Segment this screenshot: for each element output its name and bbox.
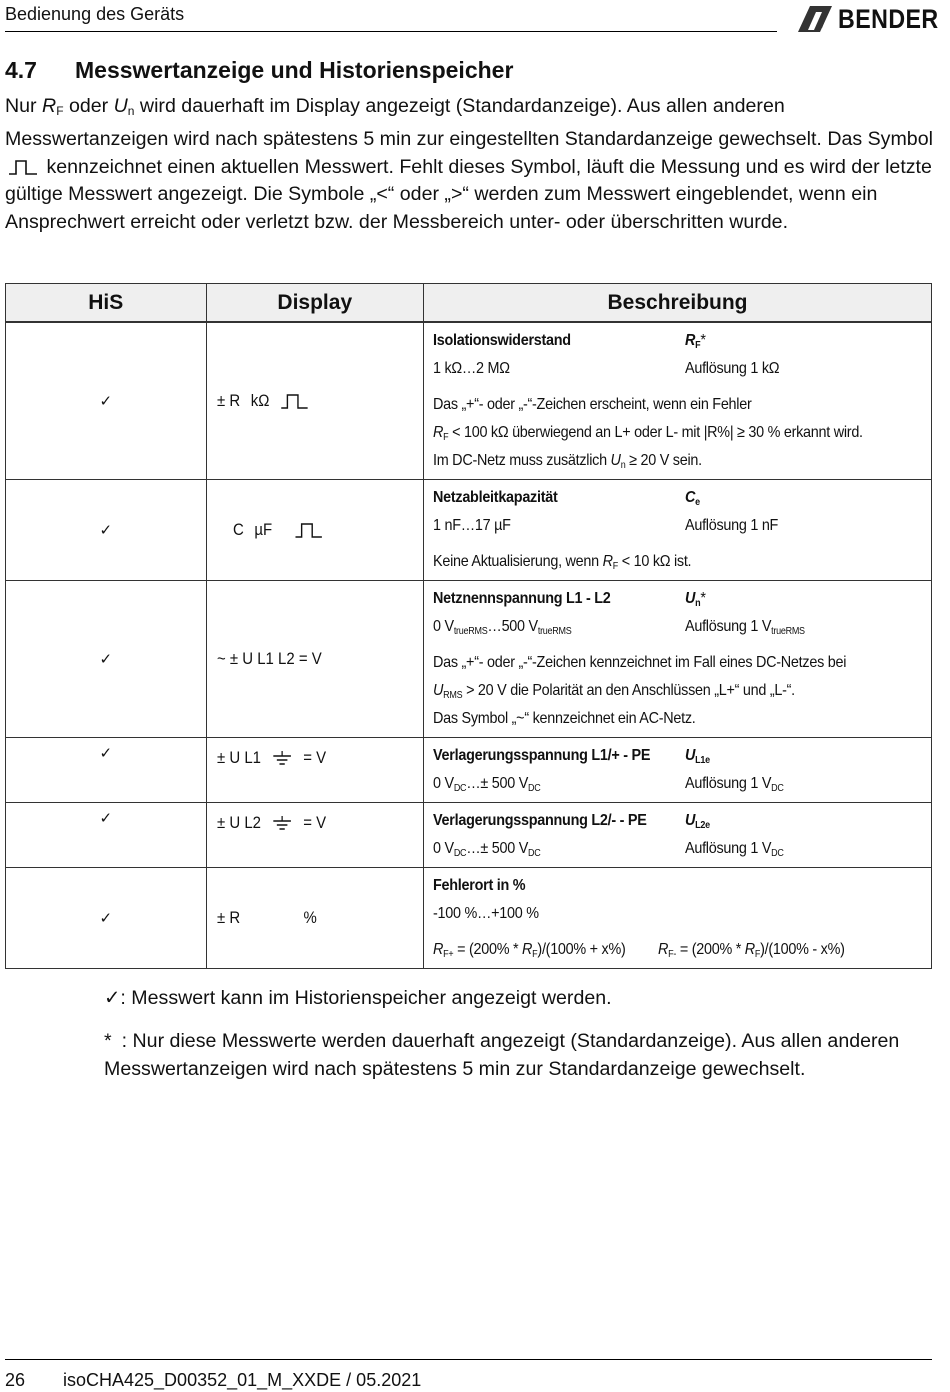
history-check: ✓	[6, 322, 207, 480]
range-subscript: DC	[453, 782, 467, 794]
bender-logo	[796, 3, 950, 35]
measurement-symbol: C	[685, 488, 696, 506]
rf-symbol: R	[42, 95, 57, 117]
standard-star: *	[700, 331, 706, 349]
display-cell	[206, 868, 423, 969]
display-text: ± U L2	[216, 813, 261, 832]
display-unit: µF	[253, 520, 272, 539]
intro-text: oder	[63, 95, 114, 117]
footer-divider	[5, 1359, 932, 1360]
display-cell	[206, 322, 423, 480]
description-text: U	[610, 452, 621, 469]
check-icon: ✓	[104, 987, 121, 1009]
display-text: C	[232, 520, 244, 539]
measurement-range: 1 nF…17 µF	[433, 517, 511, 534]
measurement-title: Verlagerungsspannung L1/+ - PE	[433, 747, 651, 764]
description-cell	[424, 480, 932, 581]
display-unit: %	[303, 908, 317, 927]
section-heading	[5, 57, 513, 84]
resolution-subscript: trueRMS	[771, 625, 805, 637]
display-text: ± U L1	[216, 748, 261, 767]
display-unit: = V	[302, 813, 326, 832]
table-row	[6, 738, 932, 803]
symbol-subscript: F	[695, 339, 701, 351]
header-divider	[5, 31, 777, 32]
section-number: 4.7	[5, 57, 37, 83]
formula-subscript: F+	[443, 948, 454, 960]
formula-text: = (200% *	[676, 940, 745, 958]
description-text: > 20 V die Polarität an den Anschlüssen „L+“ und „L-“.	[462, 682, 795, 699]
range-subscript: DC	[453, 847, 467, 859]
measurement-range: …500 V	[487, 617, 538, 635]
measurement-resolution: Auflösung 1 kΩ	[685, 360, 780, 377]
description-text: U	[433, 682, 444, 699]
symbol-subscript: L1e	[695, 754, 710, 766]
description-subscript: n	[620, 460, 626, 471]
description-cell	[424, 868, 932, 969]
un-subscript: n	[127, 104, 135, 118]
display-cell	[206, 803, 423, 868]
measurement-symbol: R	[685, 331, 696, 349]
description-text: < 100 kΩ überwiegend an L+ oder L- mit |R%| ≥ 30 % erkannt wird.	[448, 424, 863, 441]
measurement-range: -100 %…+100 %	[433, 905, 539, 922]
measurement-range: 0 V	[433, 774, 454, 792]
display-cell	[206, 480, 423, 581]
history-check: ✓	[6, 480, 207, 581]
page-number: 26	[5, 1370, 26, 1390]
measurement-resolution: Auflösung 1 V	[685, 774, 772, 792]
description-text: R	[433, 424, 444, 441]
formula-text: )/(100% + x%)	[537, 940, 626, 958]
measurement-title: Verlagerungsspannung L2/- - PE	[433, 812, 647, 829]
measurement-symbol: U	[685, 589, 696, 607]
intro-text: wird dauerhaft im Display angezeigt (Standardanzeige). Aus allen anderen Messwertanzeigen wird nach spätestens 5 min zur eingestellten Standardanzeige gewechselt. Das Symbol	[5, 95, 933, 150]
table-row	[6, 581, 932, 738]
formula-subscript: F	[754, 948, 761, 960]
description-cell	[424, 322, 932, 480]
table-row	[6, 322, 932, 480]
history-check: ✓	[6, 581, 207, 738]
un-symbol: U	[113, 95, 128, 117]
description-cell	[424, 581, 932, 738]
measurement-title: Netzableitkapazität	[433, 489, 558, 506]
measurement-symbol: U	[685, 811, 696, 829]
history-check: ✓	[6, 738, 207, 803]
resolution-subscript: DC	[771, 847, 784, 859]
intro-text: Nur	[5, 95, 43, 117]
range-subscript: DC	[528, 782, 541, 794]
description-text: R	[602, 553, 613, 570]
table-row	[6, 480, 932, 581]
range-subscript: DC	[528, 847, 541, 859]
measurement-range: 0 V	[433, 839, 454, 857]
display-unit: = V	[302, 748, 326, 767]
description-text: Im DC-Netz muss zusätzlich	[433, 452, 611, 469]
formula-text: R	[433, 940, 444, 958]
description-subscript: F	[443, 432, 449, 443]
range-subscript: trueRMS	[537, 625, 572, 637]
display-text: ± R	[216, 908, 240, 927]
rf-subscript: F	[56, 104, 64, 118]
description-subscript: RMS	[443, 690, 463, 701]
measurement-title: Netznennspannung L1 - L2	[433, 590, 611, 607]
table-row	[6, 868, 932, 969]
symbol-subscript: L2e	[695, 819, 710, 831]
document-id: isoCHA425_D00352_01_M_XXDE / 05.2021	[63, 1370, 422, 1390]
legend-star	[104, 1028, 904, 1084]
display-text: ± R	[216, 391, 240, 410]
resolution-subscript: DC	[771, 782, 784, 794]
description-text: Das Symbol „~“ kennzeichnet ein AC-Netz.	[433, 710, 696, 727]
formula-text: )/(100% - x%)	[760, 940, 845, 958]
display-cell	[206, 738, 423, 803]
symbol-subscript: n	[695, 597, 701, 609]
header-display: Display	[206, 284, 423, 323]
measurement-resolution: Auflösung 1 V	[685, 839, 772, 857]
measurement-range: …± 500 V	[466, 839, 529, 857]
bender-logo-icon	[796, 4, 834, 34]
intro-paragraph	[5, 93, 935, 237]
ground-icon	[271, 751, 292, 765]
measurement-pulse-icon	[280, 393, 308, 409]
description-text: Das „+“- oder „-“-Zeichen kennzeichnet im Fall eines DC-Netzes bei	[433, 654, 847, 671]
measurement-symbol: U	[685, 746, 696, 764]
description-subscript: F	[612, 561, 619, 572]
formula-text: R	[522, 940, 533, 958]
symbol-subscript: e	[695, 496, 700, 508]
measurement-range: 0 V	[433, 617, 454, 635]
intro-text: kennzeichnet einen aktuellen Messwert. Fehlt dieses Symbol, läuft die Messung und es wird der letzte gültige Messwert angezeigt. Die Symbole „<“ oder „>“ werden zum Messwert eingeblendet, wenn ein Ansprechwert erreicht oder verletzt bzw. der Messbereich unter- oder überschritten wurde.	[5, 155, 932, 234]
ground-icon	[271, 816, 292, 830]
history-check: ✓	[6, 868, 207, 969]
chapter-title: Bedienung des Geräts	[5, 4, 185, 24]
description-text: ≥ 20 V sein.	[625, 452, 702, 469]
measurement-resolution: Auflösung 1 V	[685, 617, 772, 635]
star-symbol: *	[104, 1030, 112, 1052]
formula-text: = (200% *	[453, 940, 523, 958]
measurement-range: …± 500 V	[466, 774, 529, 792]
measurement-range: 1 kΩ…2 MΩ	[433, 360, 510, 377]
header-description: Beschreibung	[424, 284, 932, 323]
range-subscript: trueRMS	[453, 625, 488, 637]
description-text: Das „+“- oder „-“-Zeichen erscheint, wenn ein Fehler	[433, 396, 752, 413]
table-header-row	[6, 284, 932, 323]
legend-text: : Messwert kann im Historienspeicher angezeigt werden.	[120, 987, 612, 1009]
history-check: ✓	[6, 803, 207, 868]
header-his: HiS	[6, 284, 207, 323]
measurement-title: Fehlerort in %	[433, 877, 526, 894]
description-cell	[424, 738, 932, 803]
measurement-table	[5, 283, 932, 969]
display-cell	[206, 581, 423, 738]
legend-text: : Nur diese Messwerte werden dauerhaft angezeigt (Standardanzeige). Aus allen anderen Messwertanzeigen wird nach spätestens 5 min zur Standardanzeige gewechselt.	[104, 1030, 900, 1080]
description-text: < 10 kΩ ist.	[618, 553, 692, 570]
display-unit: kΩ	[250, 391, 269, 410]
measurement-resolution: Auflösung 1 nF	[685, 517, 779, 534]
brand-name: BENDER	[838, 3, 939, 34]
formula-subscript: F-	[668, 948, 677, 960]
measurement-title: Isolationswiderstand	[433, 332, 571, 349]
standard-star: *	[700, 589, 706, 607]
formula-subscript: F	[532, 948, 538, 960]
measurement-pulse-icon	[8, 159, 38, 175]
formula-text: R	[658, 940, 669, 958]
footer	[5, 1370, 421, 1391]
section-title: Messwertanzeige und Historienspeicher	[75, 57, 514, 83]
measurement-pulse-icon	[295, 522, 323, 538]
description-text: Keine Aktualisierung, wenn	[433, 553, 603, 570]
table-row	[6, 803, 932, 868]
legend-check	[104, 985, 904, 1013]
description-cell	[424, 803, 932, 868]
formula-text: R	[744, 940, 755, 958]
display-text: ~ ± U L1 L2 = V	[216, 649, 322, 668]
